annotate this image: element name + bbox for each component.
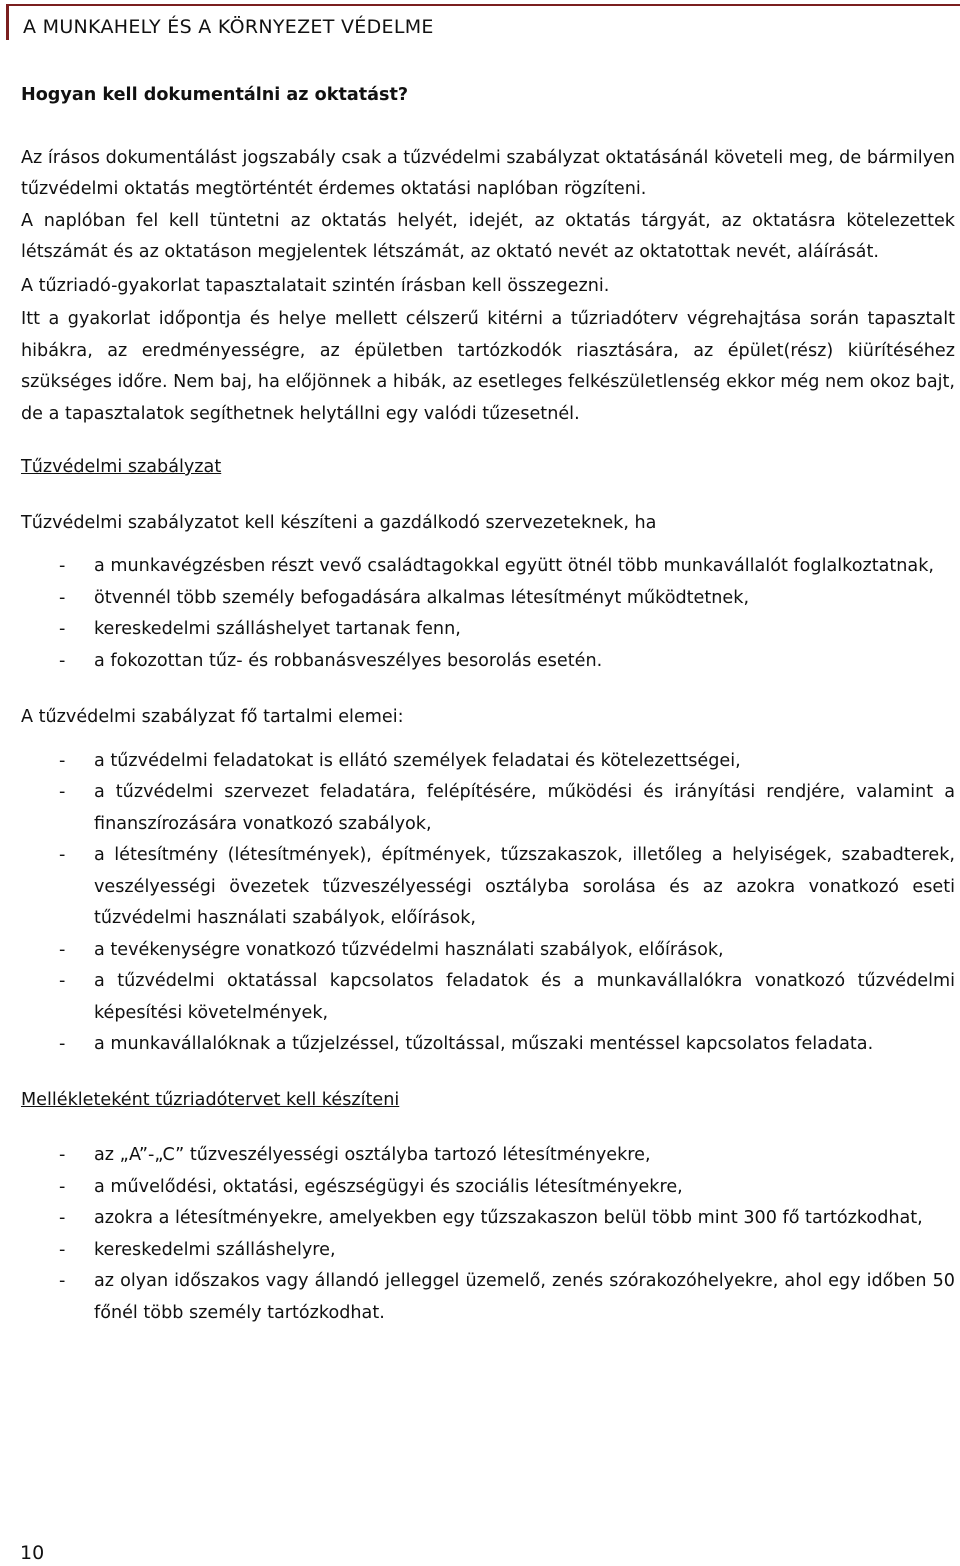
list-dash: - [59,971,66,991]
alarm-plan-list [21,1140,955,1329]
list-item: - az „A”-„C” tűzveszélyességi osztályba tartozó létesítményekre, [21,1140,955,1172]
list-item: - ötvennél több személy befogadására alkalmas létesítményt működtetnek, [21,583,955,615]
list-item: - kereskedelmi szálláshelyre, [21,1235,955,1267]
document-body [21,80,955,1329]
list-item: - a tevékenységre vonatkozó tűzvédelmi használati szabályok, előírások, [21,935,955,967]
list-item: - a művelődési, oktatási, egészségügyi és szociális létesítményekre, [21,1172,955,1204]
paragraph: Az írásos dokumentálást jogszabály csak a tűzvédelmi szabályzat oktatásánál követeli meg, de bármilyen tűzvédelmi oktatás megtörténtét érdemes oktatási naplóban rögzíteni. [21,147,955,199]
list-dash: - [59,782,66,802]
list-dash: - [59,1176,66,1197]
list-dash: - [59,556,66,576]
list-dash: - [59,1239,66,1260]
list-dash: - [59,1034,66,1054]
list-dash: - [59,1271,66,1291]
paragraph: Itt a gyakorlat időpontja és helye mellett célszerű kitérni a tűzriadóterv végrehajtása során tapasztalt hibákra, az eredményességre, az épületben tartózkodók riasztására, az épület(rész) kiürítéséhez szükséges időre. Nem baj, ha előjönnek a hibák, az esetleges felkészületlenség ekkor még nem okoz bajt, de a tapasztalatok segíthetnek helytállni egy valódi tűzesetnél. [21,309,955,424]
requirement-list [21,551,955,677]
list-item: - a munkavégzésben részt vevő családtagokkal együtt ötnél több munkavállalót foglalkoztatnak, [21,551,955,583]
header-title: A MUNKAHELY ÉS A KÖRNYEZET VÉDELME [23,16,434,38]
content-elements-list [21,746,955,1061]
list-dash: - [59,845,66,865]
list-dash: - [59,650,66,671]
list-item: - a fokozottan tűz- és robbanásveszélyes besorolás esetén. [21,646,955,678]
paragraph: A naplóban fel kell tüntetni az oktatás helyét, idejét, az oktatás tárgyát, az oktatásra kötelezettek létszámát és az oktatáson megjelentek létszámát, az oktató nevét az oktatottak nevét, aláírását. [21,210,955,262]
list-item: - a munkavállalóknak a tűzjelzéssel, tűzoltással, műszaki mentéssel kapcsolatos feladata. [21,1029,955,1061]
paragraph: A tűzvédelmi szabályzat fő tartalmi elemei: [21,707,404,727]
page-number: 10 [20,1542,45,1564]
list-dash: - [59,750,66,771]
list-item: - a létesítmény (létesítmények), építmények, tűzszakaszok, illetőleg a helyiségek, szabadterek, veszélyességi övezetek tűzveszélyességi osztályba sorolása és az azokra vonatkozó eseti tűzvédelmi használati szabályok, előírások, [21,840,955,935]
list-item: - kereskedelmi szálláshelyet tartanak fenn, [21,614,955,646]
list-item: - a tűzvédelmi szervezet feladatára, felépítésére, működési és irányítási rendjére, valamint a finanszírozására vonatkozó szabályok, [21,777,955,840]
list-dash: - [59,1208,66,1228]
section-heading-documentation: Hogyan kell dokumentálni az oktatást? [21,85,409,105]
page-header [6,4,960,40]
list-item: - a tűzvédelmi feladatokat is ellátó személyek feladatai és kötelezettségei, [21,746,955,778]
section-heading-fire-regulation: Tűzvédelmi szabályzat [21,457,222,477]
paragraph: A tűzriadó-gyakorlat tapasztalatait szintén írásban kell összegezni. [21,275,610,296]
list-dash: - [59,939,66,960]
list-dash: - [59,1145,66,1165]
section-heading-fire-alarm-plan: Mellékleteként tűzriadótervet kell készíteni [21,1089,400,1110]
list-item: - az olyan időszakos vagy állandó jelleggel üzemelő, zenés szórakozóhelyekre, ahol egy időben 50 főnél több személy tartózkodhat. [21,1266,955,1329]
list-item: - a tűzvédelmi oktatással kapcsolatos feladatok és a munkavállalókra vonatkozó tűzvédelmi képesítési követelmények, [21,966,955,1029]
paragraph: Tűzvédelmi szabályzatot kell készíteni a gazdálkodó szervezeteknek, ha [21,512,657,533]
list-item: - azokra a létesítményekre, amelyekben egy tűzszakaszon belül több mint 300 fő tartózkodhat, [21,1203,955,1235]
list-dash: - [59,587,66,608]
list-dash: - [59,619,66,639]
